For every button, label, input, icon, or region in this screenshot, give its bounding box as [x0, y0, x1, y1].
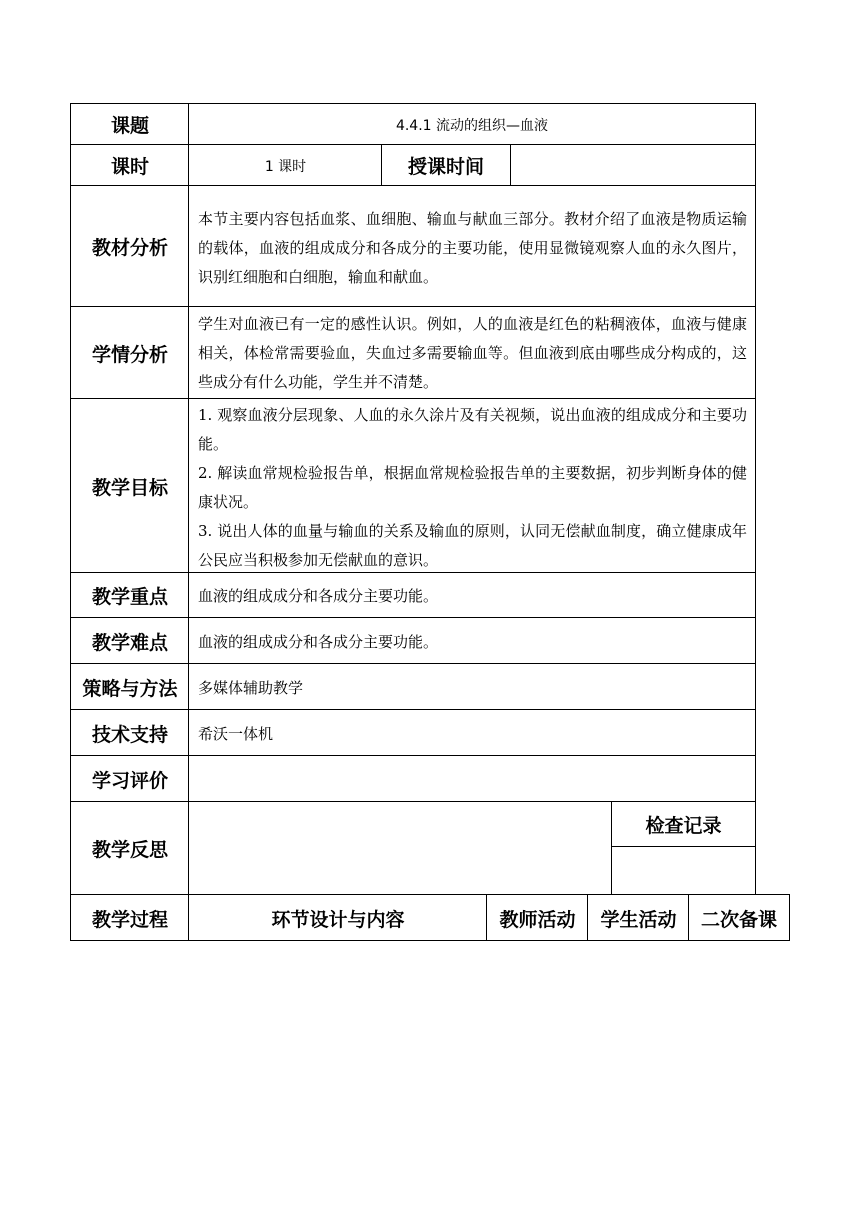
- goal-item: 1. 观察血液分层现象、人血的永久涂片及有关视频，说出血液的组成成分和主要功能。: [198, 406, 747, 453]
- tech-support-value: 希沃一体机: [198, 724, 274, 743]
- material-analysis-text: 本节主要内容包括血浆、血细胞、输血与献血三部分。教材介绍了血液是物质运输的载体，血液的组成成分和各成分的主要功能，使用显微镜观察人血的永久图片，识别红细胞和白细胞，输血和献血。: [198, 210, 747, 286]
- teaching-time-value: [510, 145, 755, 186]
- key-point-value: 血液的组成成分和各成分主要功能。: [198, 587, 439, 605]
- check-record-label: 检查记录: [645, 815, 722, 837]
- teaching-time-label: 授课时间: [407, 156, 484, 178]
- process-header-teacher: 教师活动: [499, 908, 576, 931]
- goal-item: 3. 说出人体的血量与输血的关系及输血的原则，认同无偿献血制度，确立健康成年公民应当积极参加无偿献血的意识。: [198, 522, 747, 569]
- student-analysis-text: 学生对血液已有一定的感性认识。例如，人的血液是红色的粘稠液体，血液与健康相关，体检常需要验血，失血过多需要输血等。但血液到底由哪些成分构成的，这些成分有什么功能，学生并不清楚。: [198, 315, 747, 391]
- student-analysis-label: 学情分析: [91, 343, 168, 366]
- topic-label: 课题: [110, 115, 149, 137]
- material-analysis-label: 教材分析: [91, 237, 168, 259]
- tech-support-label: 技术支持: [91, 723, 168, 746]
- strategy-value: 多媒体辅助教学: [198, 678, 304, 697]
- difficulty-value: 血液的组成成分和各成分主要功能。: [198, 632, 439, 651]
- evaluation-label: 学习评价: [91, 769, 168, 792]
- process-header-revision: 二次备课: [700, 908, 777, 931]
- period-value: 1 课时: [264, 158, 307, 175]
- reflection-value: [189, 802, 612, 895]
- topic-value: 4.4.1 流动的组织—血液: [395, 117, 549, 134]
- process-label: 教学过程: [91, 908, 168, 931]
- key-point-label: 教学重点: [91, 586, 168, 608]
- difficulty-label: 教学难点: [91, 631, 168, 654]
- period-label: 课时: [110, 156, 149, 178]
- process-header-content: 环节设计与内容: [271, 908, 405, 931]
- process-header-student: 学生活动: [600, 908, 677, 931]
- teaching-goals-list: [189, 401, 755, 573]
- evaluation-value: [189, 756, 755, 802]
- check-record-value: [612, 847, 755, 895]
- strategy-label: 策略与方法: [82, 677, 178, 700]
- goal-item: 2. 解读血常规检验报告单，根据血常规检验报告单的主要数据，初步判断身体的健康状况。: [198, 464, 747, 511]
- reflection-label: 教学反思: [91, 839, 168, 861]
- teaching-goals-label: 教学目标: [91, 476, 168, 499]
